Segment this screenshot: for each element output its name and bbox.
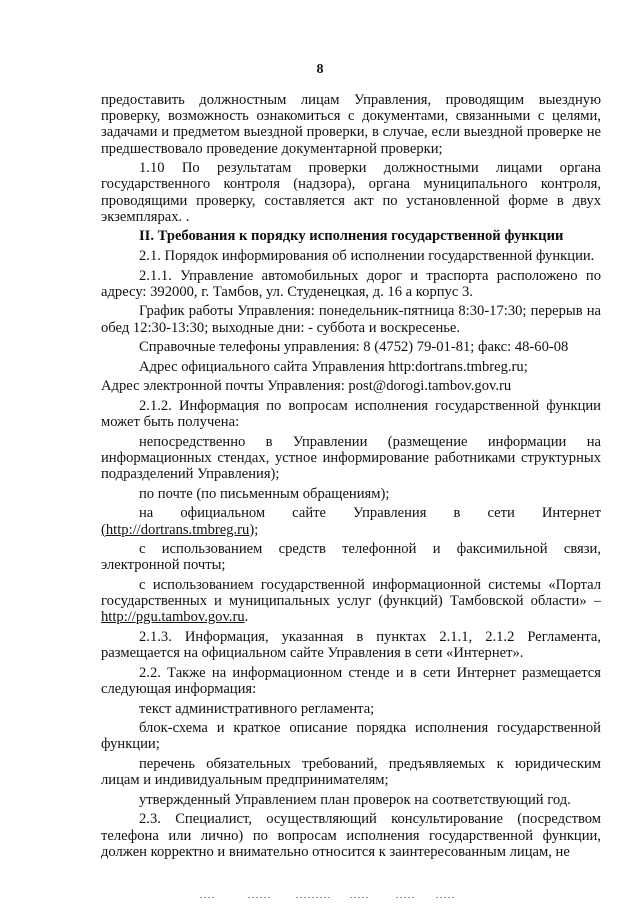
- paragraph-phone-fax: с использованием средств телефонной и факсимильной связи, электронной почты;: [101, 541, 601, 574]
- paragraph-p1: предоставить должностным лицам Управления, проводящим выездную проверку, возможность ознакомиться с документами, связанными с целями, задачами и предметом выездной проверки, в случае, если выездной проверке не предшествовало проведение документарной проверки;: [101, 92, 601, 157]
- portal-link[interactable]: http://pgu.tambov.gov.ru: [101, 609, 245, 626]
- paragraph-2-1-3: 2.1.3. Информация, указанная в пунктах 2.1.1, 2.1.2 Регламента, размещается на официальном сайте Управления в сети «Интернет».: [101, 628, 601, 662]
- paragraph-reg-text: текст административного регламента;: [139, 700, 375, 717]
- scan-artifact-marks: [200, 896, 460, 899]
- paragraph-mail: по почте (по письменным обращениям);: [139, 485, 390, 502]
- paragraph-2-2: 2.2. Также на информационном стенде и в сети Интернет размещается следующая информация:: [101, 664, 601, 697]
- paragraph-2-1-2: 2.1.2. Информация по вопросам исполнения государственной функции может быть получена:: [101, 397, 601, 431]
- paragraph-2-1: 2.1. Порядок информирования об исполнении государственной функции.: [139, 248, 595, 264]
- paragraph-plan: утвержденный Управлением план проверок на соответствующий год.: [139, 791, 571, 808]
- paragraph-official-site: [101, 505, 601, 537]
- paragraph-email: Адрес электронной почты Управления: post@dorogi.tambov.gov.ru: [101, 378, 512, 395]
- paragraph-requirements: перечень обязательных требований, предъявляемых к юридическим лицам и индивидуальным предпринимателям;: [101, 755, 601, 789]
- paragraph-portal: [101, 577, 601, 626]
- document-body: [101, 92, 601, 863]
- official-site-link[interactable]: (http://dortrans.tmbreg.ru: [101, 521, 250, 538]
- official-site-text: на официальном сайте Управления в сети Интернет: [139, 505, 601, 522]
- section-heading: II. Требования к порядку исполнения государственной функции: [139, 228, 564, 245]
- paragraph-direct: непосредственно в Управлении (размещение информации на информационных стендах, устное информирование работниками структурных подразделений Управления);: [101, 433, 601, 483]
- portal-tail: .: [244, 609, 249, 626]
- paragraph-2-1-1: 2.1.1. Управление автомобильных дорог и траспорта расположено по адресу: 392000, г. Тамбов, ул. Студенецкая, д. 16 а корпус 3.: [101, 267, 601, 300]
- paragraph-website: Адрес официального сайта Управления http:dortrans.tmbreg.ru;: [139, 358, 528, 375]
- paragraph-schedule: График работы Управления: понедельник-пятница 8:30-17:30; перерыв на обед 12:30-13:30; выходные дни: - суббота и воскресенье.: [101, 303, 601, 336]
- paragraph-1-10: 1.10 По результатам проверки должностными лицами органа государственного контроля (надзора), органа муниципального контроля, проводящими проверку, составляется акт по установленной форме в двух экземплярах. .: [101, 160, 601, 225]
- paragraph-2-3: 2.3. Специалист, осуществляющий консультирование (посредством телефона или лично) по вопросам исполнения государственной функции, должен корректно и внимательно относится к заинтересованным лицам, не: [101, 811, 601, 860]
- page-number: 8: [316, 62, 324, 77]
- paragraph-flowchart: блок-схема и краткое описание порядка исполнения государственной функции;: [101, 720, 601, 753]
- paragraph-phones: Справочные телефоны управления: 8 (4752) 79-01-81; факс: 48-60-08: [139, 339, 569, 356]
- portal-text: с использованием государственной информационной системы «Портал государственных и муниципальных услуг (функций) Тамбовской области» –: [101, 576, 601, 610]
- official-site-tail: );: [249, 521, 259, 538]
